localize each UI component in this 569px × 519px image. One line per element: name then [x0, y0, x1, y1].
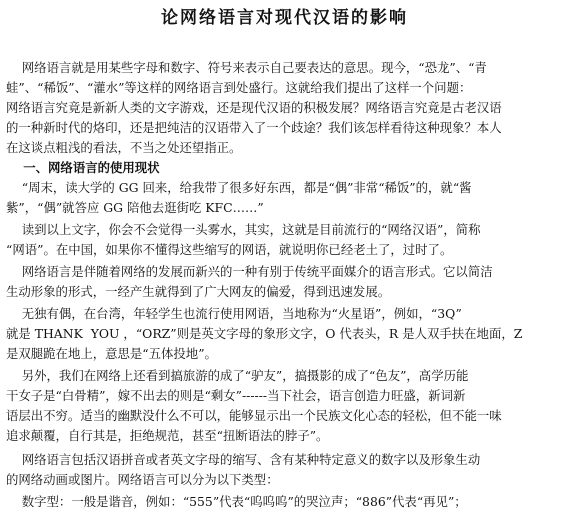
paragraph-line: 语层出不穷。适当的幽默没什么不可以，能够显示出一个民族文化心态的轻松，但不能一味	[6, 408, 502, 423]
paragraph-line: “网语”。在中国，如果你不懂得这些缩写的网语，就说明你已经老土了，过时了。	[6, 242, 453, 257]
paragraph-line: 网络语言包括汉语拼音或者英文字母的缩写、含有某种特定意义的数字以及形象生动	[6, 452, 481, 467]
paragraph-line: 网络语言就是用某些字母和数字、符号来表示自己要表达的意思。现今，“恐龙”、“青	[6, 60, 487, 75]
paragraph-line: 就是 THANK YOU ，“ORZ”则是英文字母的象形文字，O 代表头，R 是人双手扶在地面，Z	[6, 326, 523, 341]
paragraph-line: 的网络动画或图片。网络语言可以分为以下类型：	[6, 472, 279, 487]
paragraph-line: 蛙”、“稀饭”、“灌水”等这样的网络语言到处盛行。这就给我们提出了这样一个问题：	[6, 80, 472, 95]
paragraph-line: 追求颠覆，自行其是，拒绝规范，甚至“扭断语法的脖子”。	[6, 428, 329, 443]
paragraph-line: 生动形象的形式，一经产生就得到了广大网友的偏爱，得到迅速发展。	[6, 284, 391, 299]
paragraph-line: 无独有偶，在台湾，年轻学生也流行使用网语，当地称为“火星语”，例如，“3Q”	[6, 306, 462, 321]
paragraph-line: 的一种新时代的烙印，还是把纯洁的汉语带入了一个歧途？我们该怎样看待这种现象？本人	[6, 120, 502, 135]
paragraph-line: 在这谈点粗浅的看法，不当之处还望指正。	[6, 140, 242, 155]
paragraph-line: 另外，我们在网络上还看到搞旅游的成了“驴友”，搞摄影的成了“色友”，高学历能	[6, 368, 469, 383]
paragraph-line: 干女子是“白骨精”，嫁不出去的则是“剩女”------当下社会，语言创造力旺盛，新词新	[6, 388, 466, 403]
paragraph-line: 网络语言是伴随着网络的发展而新兴的一种有别于传统平面媒介的语言形式。它以简洁	[6, 264, 493, 279]
paragraph-line: 读到以上文字，你会不会觉得一头雾水，其实，这就是目前流行的“网络汉语”，简称	[6, 222, 481, 237]
paragraph-line: 数字型：一般是谐音，例如：“555”代表“呜呜呜”的哭泣声；“886”代表“再见”；	[6, 494, 467, 509]
document-title: 论网络语言对现代汉语的影响	[161, 8, 408, 28]
quote-line: 紫”，“偶”就答应 GG 陪他去逛街吃 KFC……”	[6, 200, 264, 215]
paragraph-line: 是双腿跪在地上，意思是“五体投地”。	[6, 346, 217, 361]
quote-line: “周末，读大学的 GG 回来，给我带了很多好东西，都是“偶”非常“稀饭”的，就“酱	[6, 180, 472, 195]
section-heading: 一、网络语言的使用现状	[6, 160, 160, 175]
paragraph-line: 网络语言究竟是新新人类的文字游戏，还是现代汉语的积极发展？网络语言究竟是古老汉语	[6, 100, 502, 115]
